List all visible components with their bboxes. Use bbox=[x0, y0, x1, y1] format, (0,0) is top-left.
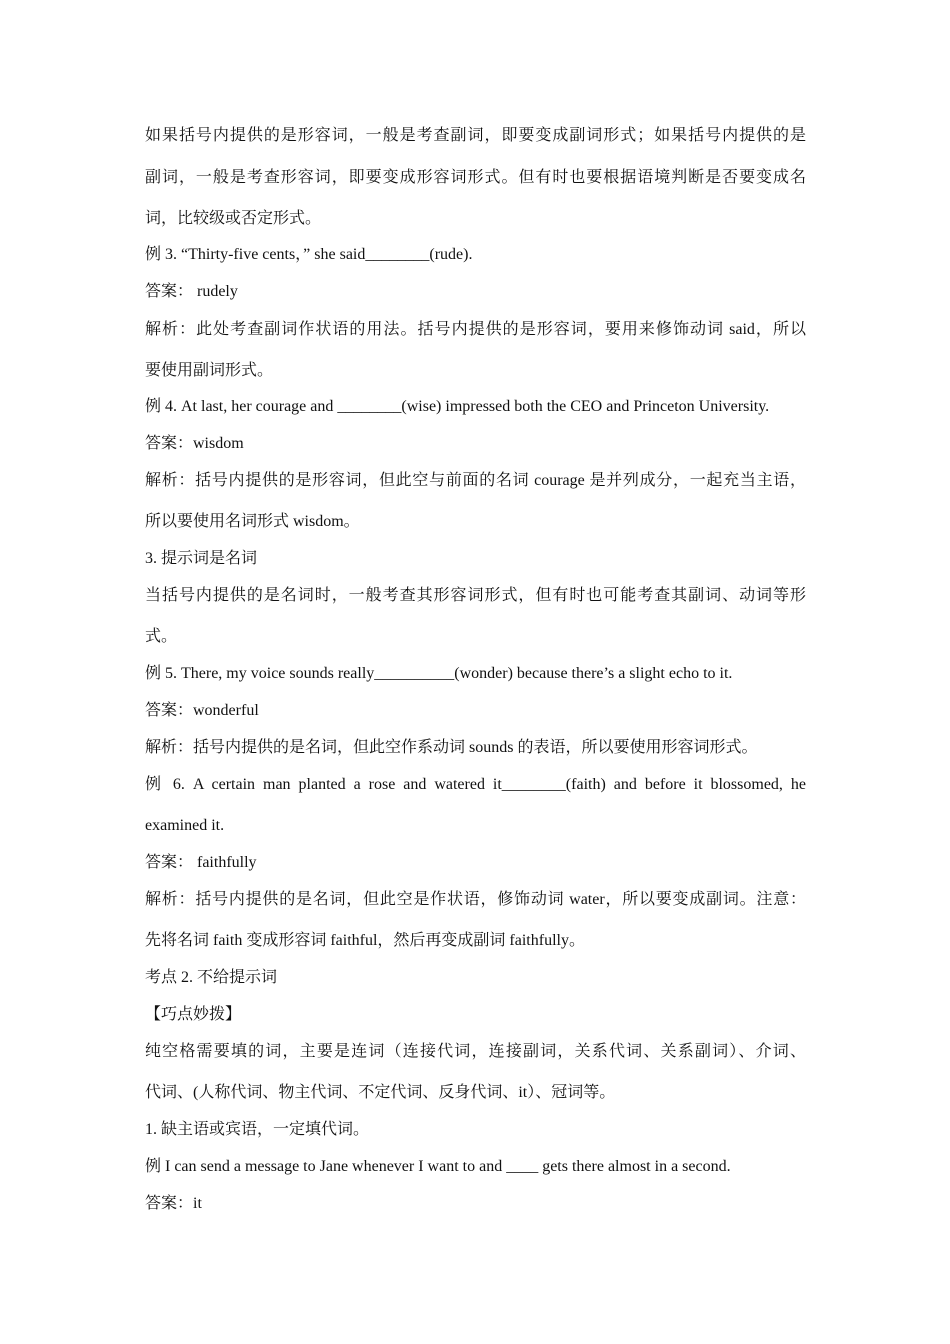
paragraph-line: 词，比较级或否定形式。 bbox=[145, 210, 322, 227]
example-line: 例 6. A certain man planted a rose and watered it________(faith) and before it blossomed, he bbox=[145, 776, 806, 793]
example-line: 例 I can send a message to Jane whenever I want to and ____ gets there almost in a second. bbox=[145, 1158, 731, 1175]
analysis-line: 解析：此处考查副词作状语的用法。括号内提供的是形容词，要用来修饰动词 said，所以 bbox=[145, 321, 806, 338]
section-heading: 考点 2. 不给提示词 bbox=[145, 969, 278, 986]
analysis-line: 所以要使用名词形式 wisdom。 bbox=[145, 513, 360, 530]
analysis-line: 解析：括号内提供的是名词，但此空是作状语，修饰动词 water，所以要变成副词。注意： bbox=[145, 891, 806, 908]
example-line: examined it. bbox=[145, 817, 225, 834]
section-heading: 3. 提示词是名词 bbox=[145, 550, 258, 567]
analysis-line: 先将名词 faith 变成形容词 faithful，然后再变成副词 faithfully。 bbox=[145, 932, 585, 949]
analysis-line: 解析：括号内提供的是形容词，但此空与前面的名词 courage 是并列成分，一起充当主语， bbox=[145, 472, 806, 489]
paragraph-line: 式。 bbox=[145, 628, 178, 645]
example-line: 例 5. There, my voice sounds really__________(wonder) because there’s a slight echo to it. bbox=[145, 665, 733, 682]
answer-line: 答案： faithfully bbox=[145, 854, 257, 871]
section-heading: 1. 缺主语或宾语，一定填代词。 bbox=[145, 1121, 370, 1138]
section-heading: 【巧点妙拨】 bbox=[145, 1006, 242, 1023]
answer-line: 答案：wonderful bbox=[145, 702, 259, 719]
analysis-line: 解析：括号内提供的是名词，但此空作系动词 sounds 的表语，所以要使用形容词形式。 bbox=[145, 739, 758, 756]
paragraph-line: 纯空格需要填的词，主要是连词（连接代词，连接副词，关系代词、关系副词）、介词、 bbox=[145, 1043, 806, 1060]
paragraph-line: 当括号内提供的是名词时，一般考查其形容词形式，但有时也可能考查其副词、动词等形 bbox=[145, 587, 806, 604]
paragraph-line: 副词，一般是考查形容词，即要变成形容词形式。但有时也要根据语境判断是否要变成名 bbox=[145, 169, 806, 186]
answer-line: 答案： rudely bbox=[145, 283, 238, 300]
example-line: 例 3. “Thirty-five cents，” she said________(rude). bbox=[145, 246, 473, 263]
analysis-line: 要使用副词形式。 bbox=[145, 362, 274, 379]
answer-line: 答案：it bbox=[145, 1195, 202, 1212]
example-line: 例 4. At last, her courage and ________(wise) impressed both the CEO and Princeton University. bbox=[145, 398, 770, 415]
answer-line: 答案：wisdom bbox=[145, 435, 244, 452]
paragraph-line: 如果括号内提供的是形容词，一般是考查副词，即要变成副词形式；如果括号内提供的是 bbox=[145, 127, 806, 144]
paragraph-line: 代词、(人称代词、物主代词、不定代词、反身代词、it）、冠词等。 bbox=[145, 1084, 616, 1101]
